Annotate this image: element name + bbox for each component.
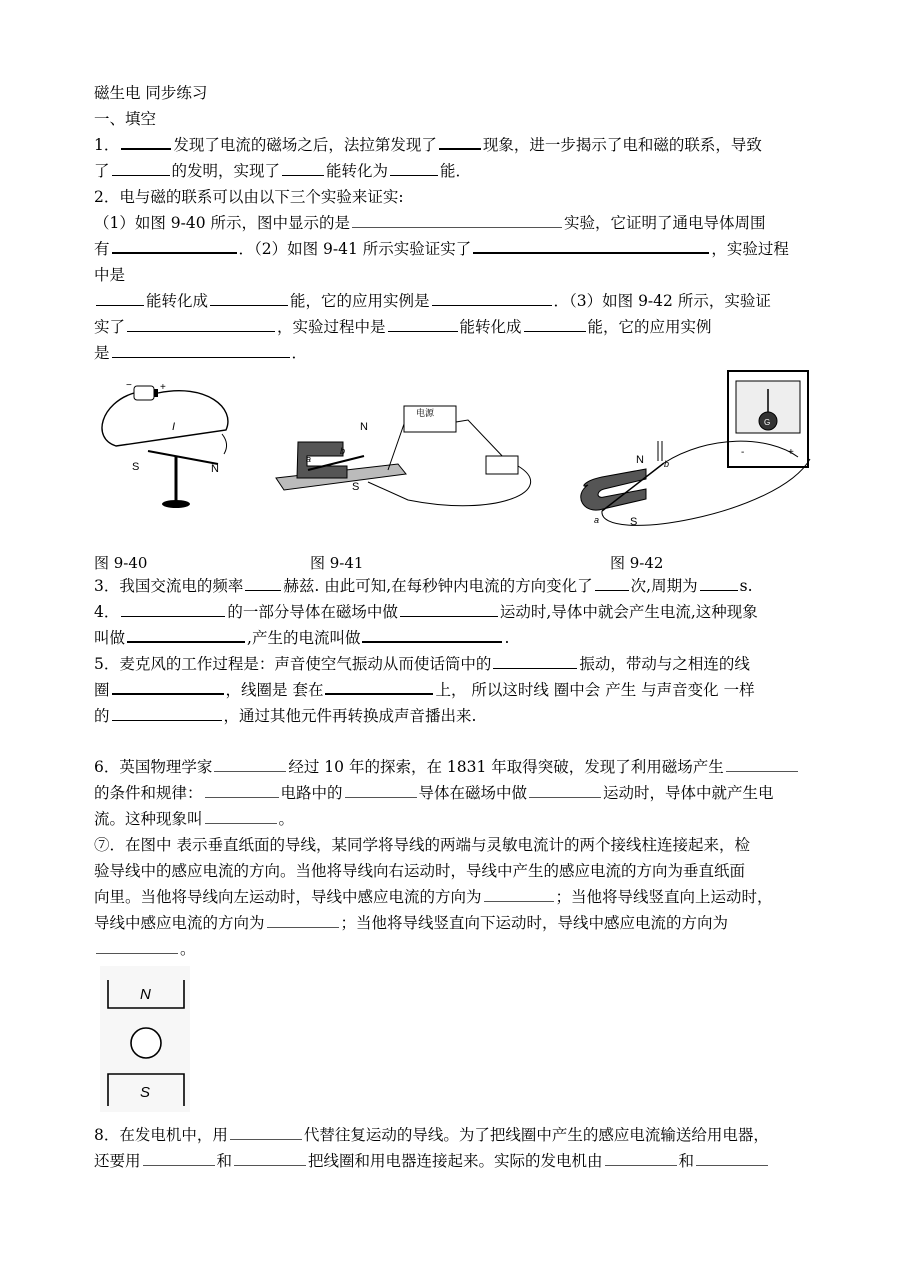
q1-blank-2[interactable] <box>439 132 481 150</box>
question-7-line5: 。 <box>94 936 836 962</box>
terminal-plus-label: + <box>788 447 794 458</box>
magnet-n-label: N <box>360 421 368 433</box>
question-7-line4: 导线中感应电流的方向为 ；当他将导线竖直向下运动时，导线中感应电流的方向为 <box>94 910 836 936</box>
questions-6-7 <box>94 754 836 962</box>
switch <box>486 456 518 474</box>
question-8-block <box>94 1122 836 1174</box>
q7-blank-3[interactable] <box>96 937 178 954</box>
question-1: 1． 发现了电流的磁场之后，法拉第发现了 现象，进一步揭示了电和磁的联系，导致 <box>94 132 836 158</box>
q2-blank-9[interactable] <box>524 315 586 332</box>
q8-blank-5[interactable] <box>696 1149 768 1166</box>
conductor-a-label: a <box>594 515 600 525</box>
q8-blank-2[interactable] <box>143 1149 215 1166</box>
question-6-cont2: 流。这种现象叫 。 <box>94 806 836 832</box>
figure-9-42 <box>578 365 828 535</box>
q1-blank-3[interactable] <box>112 159 170 176</box>
q8-blank-3[interactable] <box>234 1149 306 1166</box>
worksheet-page <box>94 80 836 366</box>
question-2-line5: 实了 ，实验过程中是 能转化成 能，它的应用实例 <box>94 314 836 340</box>
magnet-s-label: S <box>352 481 360 493</box>
question-5-cont: 圈 ，线圈是 套在 上， 所以这时线 圈中会 产生 与声音变化 一样 <box>94 677 836 703</box>
compass-needle <box>148 451 218 464</box>
q4-blank-3[interactable] <box>127 625 245 643</box>
caption-9-41: 图 9-41 <box>310 554 364 572</box>
q2-blank-5[interactable] <box>210 289 288 306</box>
q4-blank-4[interactable] <box>362 625 502 643</box>
q7-figure <box>100 966 190 1112</box>
question-7: ⑦．在图中 表示垂直纸面的导线，某同学将导线的两端与灵敏电流计的两个接线柱连接起来，检 <box>94 836 750 854</box>
battery-icon <box>134 386 154 400</box>
magnet-s-label: S <box>140 1084 151 1101</box>
q6-blank-2[interactable] <box>726 755 798 772</box>
question-6: 6．英国物理学家 经过 10 年的探索，在 1831 年取得突破，发现了利用磁场产生 <box>94 754 836 780</box>
q1-blank-1[interactable] <box>121 132 171 150</box>
q8-blank-1[interactable] <box>230 1123 302 1140</box>
q2-blank-10[interactable] <box>112 341 290 358</box>
figure-9-40 <box>96 378 246 518</box>
q2-blank-8[interactable] <box>388 315 458 332</box>
q1-blank-5[interactable] <box>390 159 438 176</box>
q2-blank-3[interactable] <box>473 236 709 254</box>
question-5: 5．麦克风的工作过程是：声音使空气振动从而使话筒中的 振动，带动与之相连的线 <box>94 651 836 677</box>
battery-plus-label: + <box>160 382 166 393</box>
q1-blank-4[interactable] <box>282 159 324 176</box>
caption-9-40: 图 9-40 <box>94 554 148 572</box>
q6-blank-6[interactable] <box>205 807 277 824</box>
q3-blank-3[interactable] <box>700 574 738 591</box>
question-8-cont: 还要用 和 把线圈和用电器连接起来。实际的发电机由 和 <box>94 1148 836 1174</box>
q5-blank-1[interactable] <box>493 652 577 669</box>
q2-blank-2[interactable] <box>112 236 237 254</box>
section-heading: 一、填空 <box>94 110 157 128</box>
q8-blank-4[interactable] <box>605 1149 677 1166</box>
q4-blank-1[interactable] <box>121 600 225 617</box>
rod-a-label: a <box>306 454 312 464</box>
q7-blank-2[interactable] <box>267 911 339 928</box>
figure-9-41 <box>268 400 553 520</box>
terminal-minus-label: - <box>741 447 745 458</box>
needle-n-label: N <box>211 463 219 475</box>
question-2-line3: 中是 <box>94 266 126 284</box>
caption-9-42: 图 9-42 <box>610 554 664 572</box>
q4-blank-2[interactable] <box>400 600 498 617</box>
question-2-line2: 有 ．（2）如图 9-41 所示实验证实了 ，实验过程 <box>94 236 836 262</box>
question-8: 8．在发电机中，用 代替往复运动的导线。为了把线圈中产生的感应电流输送给用电器， <box>94 1122 836 1148</box>
question-6-cont: 的条件和规律： 电路中的 导体在磁场中做 运动时，导体中就产生电 <box>94 780 836 806</box>
current-label: I <box>172 421 176 433</box>
q6-blank-1[interactable] <box>214 755 286 772</box>
q6-blank-3[interactable] <box>205 781 279 798</box>
question-3: 3．我国交流电的频率 赫兹. 由此可知,在每秒钟内电流的方向变化了 次,周期为 s. <box>94 573 836 599</box>
wire-cross-section <box>131 1028 161 1058</box>
needle-s-label: S <box>132 461 140 473</box>
q5-blank-4[interactable] <box>112 704 222 721</box>
question-2-line6: 是 ． <box>94 340 836 366</box>
q6-blank-4[interactable] <box>345 781 417 798</box>
magnet-n-label: N <box>140 986 151 1003</box>
magnet-n-label: N <box>636 454 644 466</box>
magnet-s-label: S <box>630 516 638 528</box>
q2-blank-1[interactable] <box>352 211 562 228</box>
q5-blank-2[interactable] <box>112 677 224 695</box>
q7-blank-1[interactable] <box>484 885 554 902</box>
q3-blank-2[interactable] <box>595 574 629 591</box>
question-2-intro: 2．电与磁的联系可以由以下三个实验来证实: <box>94 188 404 206</box>
conductor-b-label: b <box>664 459 670 469</box>
question-2-line4: 能转化成 能，它的应用实例是 ．（3）如图 9-42 所示，实验证 <box>94 288 836 314</box>
question-1-cont: 了 的发明，实现了 能转化为 能． <box>94 158 836 184</box>
question-7-line2: 验导线中的感应电流的方向。当他将导线向右运动时，导线中产生的感应电流的方向为垂直纸面 <box>94 862 746 880</box>
questions-3-5 <box>94 573 836 729</box>
u-magnet <box>581 469 646 510</box>
rod-b-label: b <box>340 446 346 456</box>
question-4: 4． 的一部分导体在磁场中做 运动时,导体中就会产生电流,这种现象 <box>94 599 836 625</box>
question-4-cont: 叫做 ,产生的电流叫做 . <box>94 625 836 651</box>
q2-blank-6[interactable] <box>432 289 552 306</box>
q2-blank-4[interactable] <box>96 289 144 306</box>
question-7-line3: 向里。当他将导线向左运动时，导线中感应电流的方向为 ；当他将导线竖直向上运动时， <box>94 884 836 910</box>
question-2-line1: （1）如图 9-40 所示，图中显示的是 实验，它证明了通电导体周围 <box>94 210 836 236</box>
wire-loop <box>102 391 228 446</box>
power-supply-label: 电源 <box>416 408 435 418</box>
battery-minus-label: − <box>126 380 132 391</box>
worksheet-title: 磁生电 同步练习 <box>94 84 208 102</box>
q5-blank-3[interactable] <box>325 677 433 695</box>
q6-blank-5[interactable] <box>529 781 601 798</box>
galvanometer-label: G <box>764 418 771 427</box>
question-5-cont2: 的 ，通过其他元件再转换成声音播出来. <box>94 703 836 729</box>
q3-blank-1[interactable] <box>245 574 281 591</box>
q2-blank-7[interactable] <box>127 315 275 332</box>
